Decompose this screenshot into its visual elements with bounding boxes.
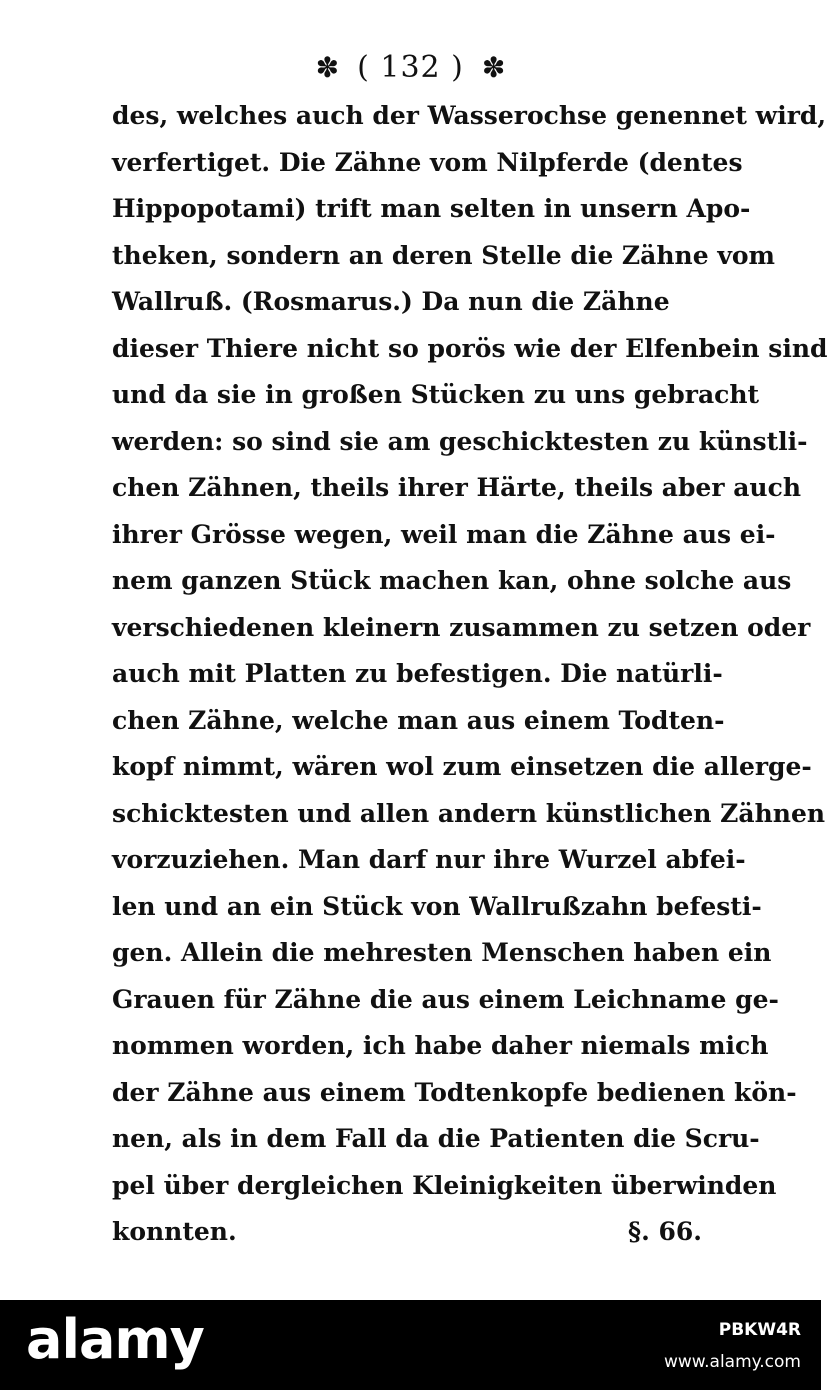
text-line: kopf nimmt, wären wol zum einsetzen die allerge-: [112, 752, 812, 781]
left-flower-ornament-icon: ✽: [315, 50, 340, 84]
text-line-last: [112, 1209, 702, 1256]
text-line: chen Zähnen, theils ihrer Härte, theils aber auch: [112, 473, 801, 502]
text-line: vorzuziehen. Man darf nur ihre Wurzel abfei-: [112, 845, 746, 874]
body-text: [112, 93, 828, 1256]
text-line: pel über dergleichen Kleinigkeiten überwinden: [112, 1170, 777, 1200]
text-line: Grauen für Zähne die aus einem Leichname ge-: [112, 984, 779, 1014]
catchword: §. 66.: [628, 1217, 702, 1246]
text-line: verfertiget. Die Zähne vom Nilpferde (dentes: [112, 147, 743, 177]
text-line: gen. Allein die mehresten Menschen haben ein: [112, 938, 772, 967]
text-line: des, welches auch der Wasserochse genennet wird,: [112, 101, 827, 130]
page-header: [0, 42, 821, 92]
text-line: nommen worden, ich habe daher niemals mich: [112, 1031, 769, 1060]
text-line: nem ganzen Stück machen kan, ohne solche aus: [112, 566, 792, 595]
text-line: Hippopotami) trift man selten in unsern Apo-: [112, 194, 751, 223]
text-line: Wallruß. (Rosmarus.) Da nun die Zähne: [112, 287, 670, 316]
text-line: len und an ein Stück von Wallrußzahn befesti-: [112, 891, 762, 921]
text-line: und da sie in großen Stücken zu uns gebracht: [112, 380, 760, 409]
alamy-logo: alamy: [26, 1308, 204, 1371]
text-line: theken, sondern an deren Stelle die Zähne vom: [112, 240, 775, 270]
right-flower-ornament-icon: ✽: [481, 50, 506, 84]
text-line: schicktesten und allen andern künstlichen Zähnen: [112, 798, 826, 828]
text-line: ihrer Grösse wegen, weil man die Zähne aus ei-: [112, 519, 776, 549]
text-line: dieser Thiere nicht so porös wie der Elfenbein sind: [112, 333, 828, 363]
text-line: werden: so sind sie am geschicktesten zu künstli-: [112, 426, 808, 456]
last-line-text: konnten.: [112, 1217, 237, 1246]
page-number: ( 132 ): [357, 49, 464, 85]
text-line: auch mit Platten zu befestigen. Die natürli-: [112, 659, 723, 688]
image-id: PBKW4R: [718, 1320, 801, 1340]
site-url: www.alamy.com: [663, 1352, 801, 1372]
watermark-banner: [0, 1300, 821, 1390]
text-line: nen, als in dem Fall da die Patienten die Scru-: [112, 1124, 760, 1153]
text-line: der Zähne aus einem Todtenkopfe bedienen kön-: [112, 1077, 797, 1107]
text-line: chen Zähne, welche man aus einem Todten-: [112, 705, 725, 735]
text-line: verschiedenen kleinern zusammen zu setzen oder: [112, 612, 811, 642]
